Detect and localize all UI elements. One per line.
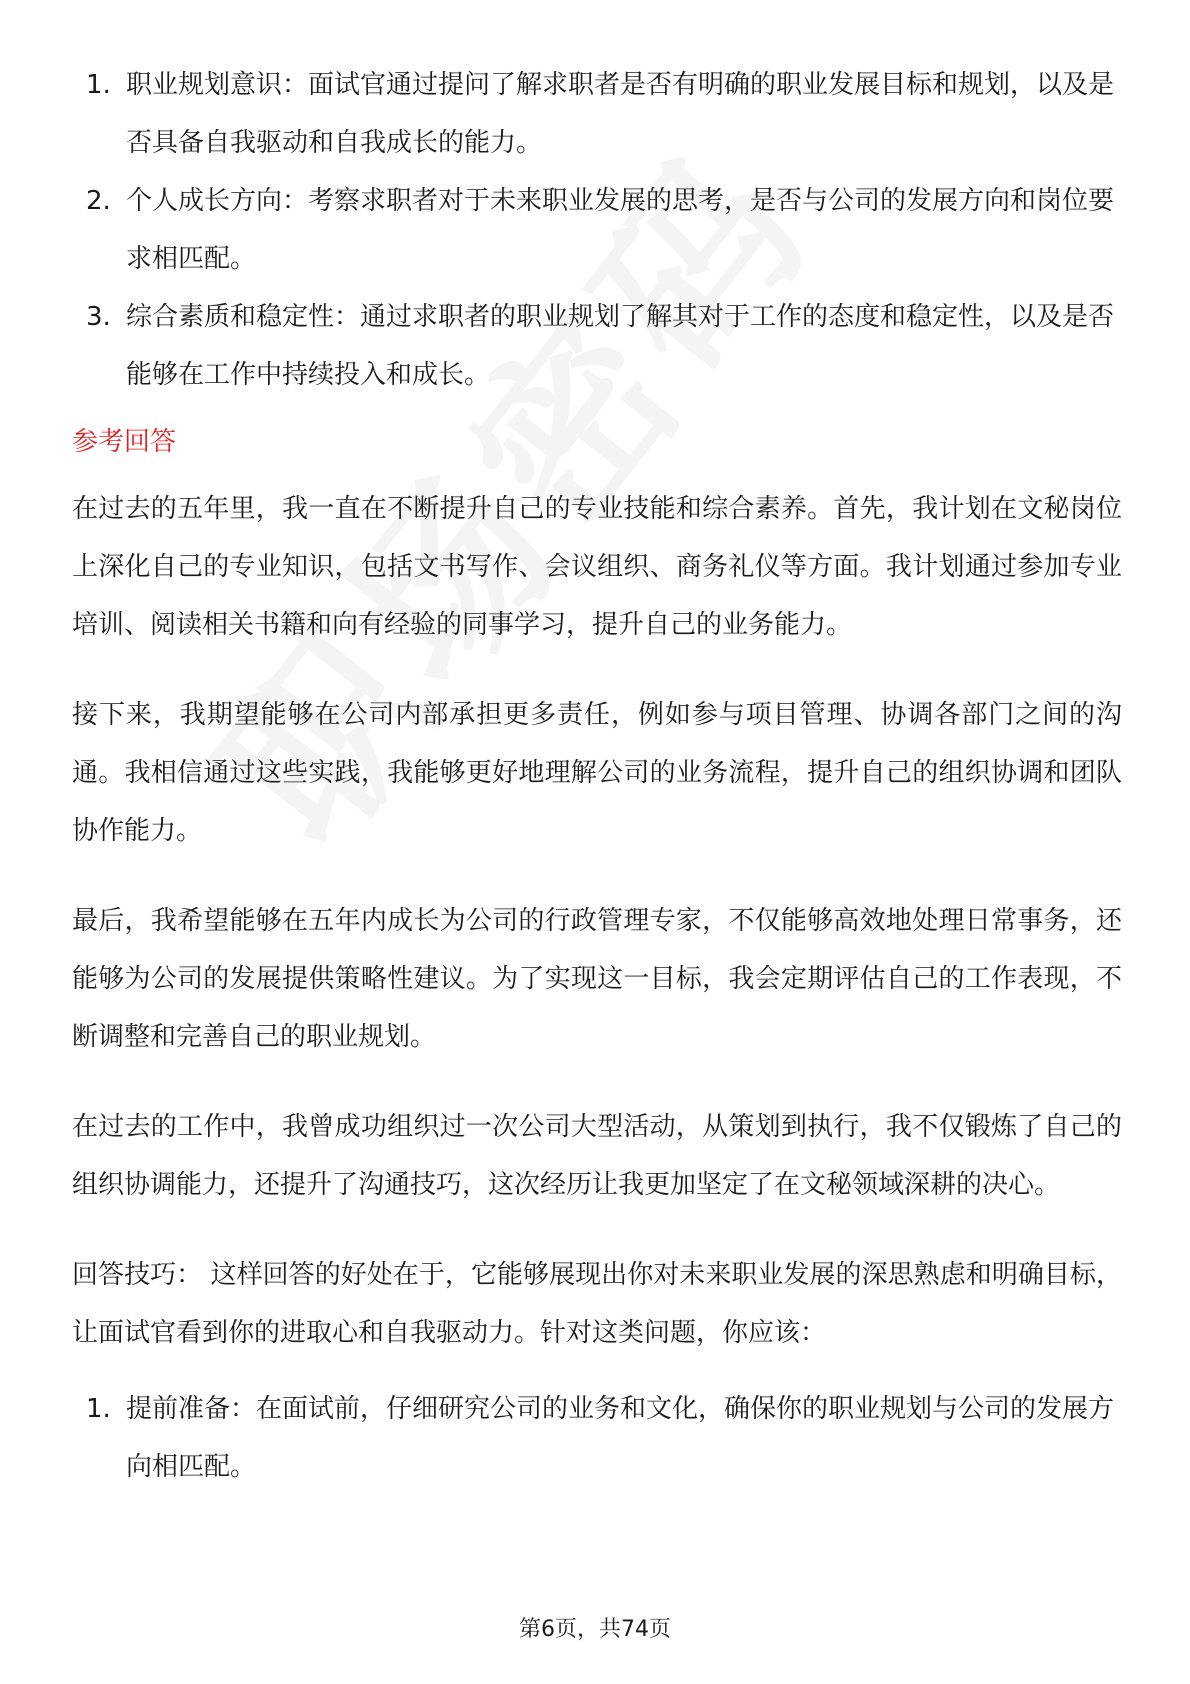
tips-list xyxy=(72,1380,1122,1496)
list-item-text: 个人成长方向：考察求职者对于未来职业发展的思考，是否与公司的发展方向和岗位要求相匹配。 xyxy=(126,186,1115,274)
list-item xyxy=(72,288,1122,404)
list-item-text: 综合素质和稳定性：通过求职者的职业规划了解其对于工作的态度和稳定性，以及是否能够在工作中持续投入和成长。 xyxy=(126,302,1115,390)
paragraph: 最后，我希望能够在五年内成长为公司的行政管理专家，不仅能够高效地处理日常事务，还能够为公司的发展提供策略性建议。为了实现这一目标，我会定期评估自己的工作表现，不断调整和完善自己的职业规划。 xyxy=(72,906,1122,1052)
paragraph: 回答技巧： 这样回答的好处在于，它能够展现出你对未来职业发展的深思熟虑和明确目标，让面试官看到你的进取心和自我驱动力。针对这类问题，你应该： xyxy=(72,1260,1122,1348)
list-number: 2. xyxy=(86,186,111,216)
list-item xyxy=(72,172,1122,288)
paragraph: 在过去的五年里，我一直在不断提升自己的专业技能和综合素养。首先，我计划在文秘岗位上深化自己的专业知识，包括文书写作、会议组织、商务礼仪等方面。我计划通过参加专业培训、阅读相关书籍和向有经验的同事学习，提升自己的业务能力。 xyxy=(72,494,1122,640)
paragraph: 接下来，我期望能够在公司内部承担更多责任，例如参与项目管理、协调各部门之间的沟通。我相信通过这些实践，我能够更好地理解公司的业务流程，提升自己的组织协调和团队协作能力。 xyxy=(72,700,1122,846)
paragraph: 在过去的工作中，我曾成功组织过一次公司大型活动，从策划到执行，我不仅锻炼了自己的组织协调能力，还提升了沟通技巧，这次经历让我更加坚定了在文秘领域深耕的决心。 xyxy=(72,1112,1122,1200)
list-item xyxy=(72,1380,1122,1496)
list-number: 3. xyxy=(86,302,111,332)
document-page xyxy=(72,56,1122,1496)
section-heading: 参考回答 xyxy=(72,427,177,457)
focus-points-list xyxy=(72,56,1122,404)
list-item-text: 提前准备：在面试前，仔细研究公司的业务和文化，确保你的职业规划与公司的发展方向相匹配。 xyxy=(126,1394,1115,1482)
list-number: 1. xyxy=(86,70,111,100)
list-number: 1. xyxy=(86,1394,111,1424)
list-item-text: 职业规划意识：面试官通过提问了解求职者是否有明确的职业发展目标和规划，以及是否具备自我驱动和自我成长的能力。 xyxy=(126,70,1115,158)
list-item xyxy=(72,56,1122,172)
page-number: 第6页，共74页 xyxy=(519,1617,671,1642)
